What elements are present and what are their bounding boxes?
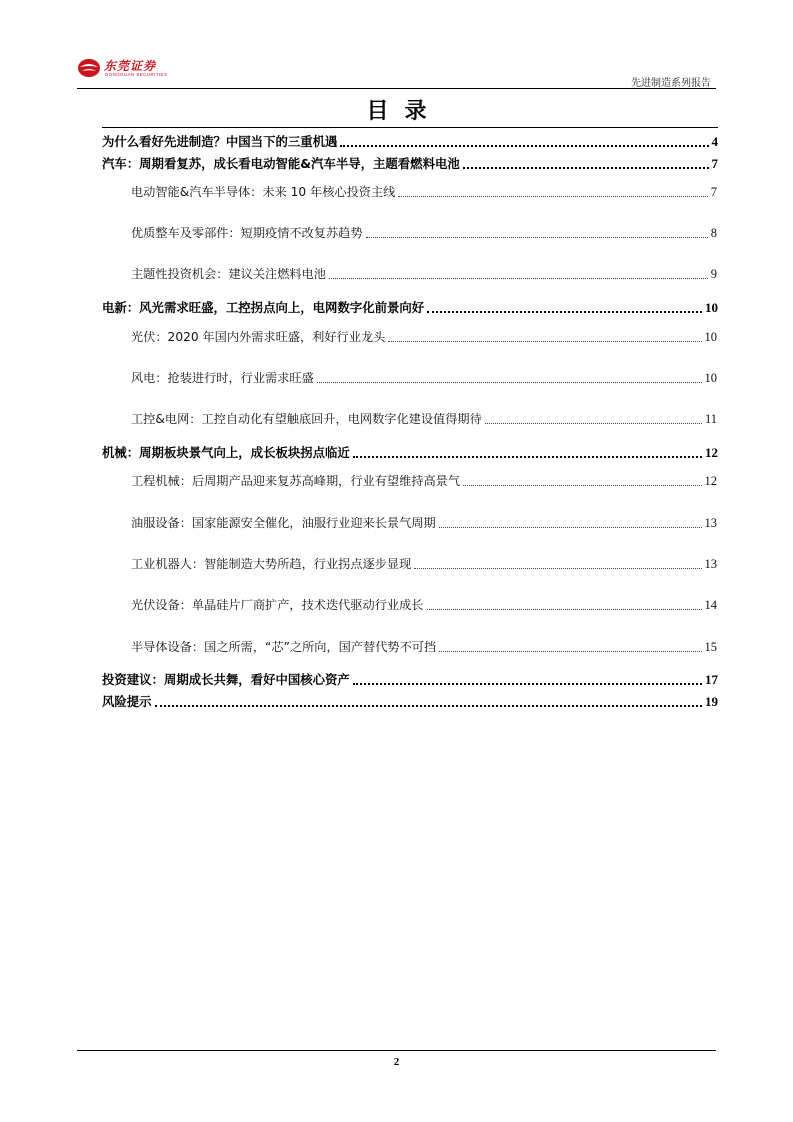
toc-entry-text: 为什么看好先进制造？中国当下的三重机遇 — [102, 134, 338, 149]
toc-entry[interactable] — [102, 298, 718, 316]
toc-entry-text: 风电：抢装进行时，行业需求旺盛 — [131, 371, 314, 385]
toc-leader-dots — [353, 456, 702, 458]
toc-subentry[interactable] — [131, 265, 717, 282]
toc-entry-page: 12 — [705, 445, 718, 460]
toc-entry-page: 9 — [710, 267, 717, 281]
toc-entry-page: 8 — [710, 226, 717, 240]
toc-leader-dots — [427, 311, 702, 313]
toc-leader-dots — [329, 278, 708, 279]
toc-entry-text: 电新：风光需求旺盛，工控拐点向上，电网数字化前景向好 — [102, 300, 425, 315]
toc-leader-dots — [439, 651, 701, 652]
footer-divider — [77, 1050, 716, 1051]
toc-entry[interactable] — [102, 670, 718, 688]
toc-entry[interactable] — [102, 443, 718, 461]
toc-entry-page: 17 — [705, 672, 718, 687]
toc-leader-dots — [366, 237, 708, 238]
toc-leader-dots — [353, 683, 702, 685]
logo-mark-icon — [77, 58, 101, 78]
toc-leader-dots — [414, 568, 701, 569]
toc-leader-dots — [155, 705, 702, 707]
title-divider — [102, 127, 718, 128]
toc-leader-dots — [388, 341, 701, 342]
toc-subentry[interactable] — [131, 638, 717, 655]
toc-leader-dots — [427, 609, 702, 610]
toc-leader-dots — [463, 167, 709, 169]
toc-subentry[interactable] — [131, 183, 717, 200]
toc-subentry[interactable] — [131, 328, 717, 345]
toc-entry-page: 13 — [704, 516, 717, 530]
toc-entry-text: 投资建议：周期成长共舞，看好中国核心资产 — [102, 672, 350, 687]
toc-entry-page: 10 — [704, 371, 717, 385]
page-number: 2 — [393, 1056, 400, 1068]
toc-entry-page: 7 — [710, 185, 717, 199]
toc-leader-dots — [463, 485, 701, 486]
toc-entry-text: 工程机械：后周期产品迎来复苏高峰期，行业有望维持高景气 — [131, 474, 461, 488]
logo-chinese-name: 东莞证券 — [104, 59, 157, 73]
toc-subentry[interactable] — [131, 514, 717, 531]
toc-leader-dots — [340, 145, 708, 147]
toc-entry-page: 12 — [704, 474, 717, 488]
toc-entry-text: 汽车：周期看复苏，成长看电动智能&汽车半导，主题看燃料电池 — [102, 156, 460, 171]
toc-subentry[interactable] — [131, 410, 717, 427]
toc-subentry[interactable] — [131, 472, 717, 489]
toc-entry-page: 4 — [711, 134, 718, 149]
toc-entry-text: 主题性投资机会：建议关注燃料电池 — [131, 267, 326, 281]
toc-leader-dots — [439, 527, 702, 528]
toc-entry-text: 工控&电网：工控自动化有望触底回升，电网数字化建设值得期待 — [131, 412, 482, 426]
company-logo — [77, 56, 187, 80]
toc-leader-dots — [317, 382, 702, 383]
toc-leader-dots — [398, 196, 707, 197]
toc-title: 目录 — [366, 99, 443, 124]
toc-subentry[interactable] — [131, 224, 717, 241]
toc-entry-text: 电动智能&汽车半导体：未来 10 年核心投资主线 — [131, 185, 396, 199]
toc-entry-text: 半导体设备：国之所需，“芯”之所向，国产替代势不可挡 — [131, 640, 437, 654]
toc-entry-text: 风险提示 — [102, 694, 152, 709]
logo-english-name: DONGGUAN SECURITIES — [105, 72, 168, 77]
toc-subentry[interactable] — [131, 596, 717, 613]
toc-subentry[interactable] — [131, 369, 717, 386]
toc-entry-page: 13 — [704, 557, 717, 571]
toc-entry-page: 19 — [705, 694, 718, 709]
toc-entry-text: 光伏：2020 年国内外需求旺盛，利好行业龙头 — [131, 330, 386, 344]
toc-entry[interactable] — [102, 154, 718, 172]
toc-entry-page: 11 — [704, 412, 717, 426]
toc-entry-text: 优质整车及零部件：短期疫情不改复苏趋势 — [131, 226, 363, 240]
toc-entry-text: 油服设备：国家能源安全催化，油服行业迎来长景气周期 — [131, 516, 436, 530]
toc-entry-page: 10 — [705, 300, 718, 315]
toc-entry[interactable] — [102, 692, 718, 710]
toc-entry-page: 7 — [711, 156, 718, 171]
toc-entry[interactable] — [102, 132, 718, 150]
toc-entry-page: 15 — [704, 640, 717, 654]
toc-subentry[interactable] — [131, 555, 717, 572]
toc-entry-page: 14 — [704, 598, 717, 612]
toc-entry-text: 机械：周期板块景气向上，成长板块拐点临近 — [102, 445, 350, 460]
header-divider — [77, 88, 716, 89]
toc-entry-text: 光伏设备：单晶硅片厂商扩产，技术迭代驱动行业成长 — [131, 598, 424, 612]
report-series-label: 先进制造系列报告 — [631, 78, 711, 89]
toc-leader-dots — [485, 423, 702, 424]
toc-entry-text: 工业机器人：智能制造大势所趋，行业拐点逐步显现 — [131, 557, 412, 571]
toc-entry-page: 10 — [704, 330, 717, 344]
